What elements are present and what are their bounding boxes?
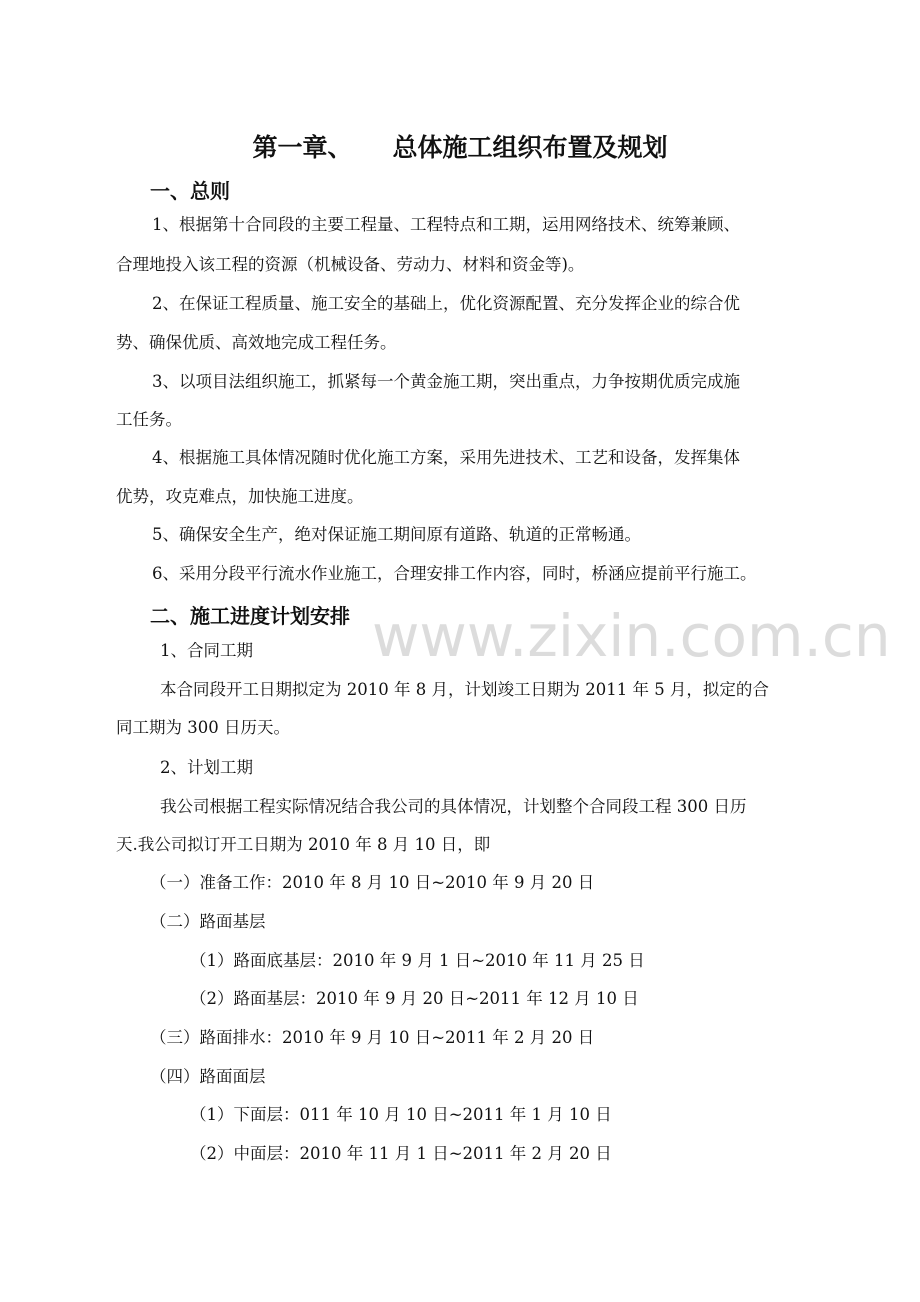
watermark: www.zixin.com.cn xyxy=(372,602,891,670)
paragraph-line: 工任务。 xyxy=(116,410,182,429)
schedule-subitem: （2）路面基层：2010 年 9 月 20 日~2011 年 12 月 10 日 xyxy=(190,989,639,1008)
paragraph-line: 2、在保证工程质量、施工安全的基础上，优化资源配置、充分发挥企业的综合优 xyxy=(152,294,740,313)
paragraph-line: 4、根据施工具体情况随时优化施工方案，采用先进技术、工艺和设备，发挥集体 xyxy=(152,448,740,467)
paragraph-line: 本合同段开工日期拟定为 2010 年 8 月，计划竣工日期为 2011 年 5 月，拟定的合 xyxy=(160,680,769,699)
chapter-title xyxy=(0,128,920,164)
schedule-subitem: （2）中面层：2010 年 11 月 1 日~2011 年 2 月 20 日 xyxy=(190,1144,612,1163)
paragraph-line: 6、采用分段平行流水作业施工，合理安排工作内容，同时，桥涵应提前平行施工。 xyxy=(152,564,757,583)
paragraph-line: 天.我公司拟订开工日期为 2010 年 8 月 10 日，即 xyxy=(116,835,491,854)
paragraph-line: 优势，攻克难点，加快施工进度。 xyxy=(116,487,364,506)
paragraph-line: 势、确保优质、高效地完成工程任务。 xyxy=(116,333,397,352)
paragraph-line: 合理地投入该工程的资源（机械设备、劳动力、材料和资金等)。 xyxy=(116,255,585,274)
paragraph-line: 同工期为 300 日历天。 xyxy=(116,718,290,737)
paragraph-line: 1、根据第十合同段的主要工程量、工程特点和工期，运用网络技术、统筹兼顾、 xyxy=(152,215,740,234)
schedule-item-base: （二）路面基层 xyxy=(150,912,266,931)
paragraph-line: 5、确保安全生产，绝对保证施工期间原有道路、轨道的正常畅通。 xyxy=(152,525,641,544)
schedule-item-prep: （一）准备工作：2010 年 8 月 10 日~2010 年 9 月 20 日 xyxy=(150,873,595,892)
schedule-item-surface: （四）路面面层 xyxy=(150,1067,266,1086)
section-heading-schedule: 二、施工进度计划安排 xyxy=(150,604,350,628)
schedule-item-drain: （三）路面排水：2010 年 9 月 10 日~2011 年 2 月 20 日 xyxy=(150,1028,595,1047)
subsection-label-contract-period: 1、合同工期 xyxy=(160,641,253,660)
subsection-label-planned-period: 2、计划工期 xyxy=(160,758,253,777)
chapter-number: 第一章、 xyxy=(252,133,353,162)
schedule-subitem: （1）路面底基层：2010 年 9 月 1 日~2010 年 11 月 25 日 xyxy=(190,951,645,970)
paragraph-line: 我公司根据工程实际情况结合我公司的具体情况，计划整个合同段工程 300 日历 xyxy=(160,797,747,816)
schedule-subitem: （1）下面层：011 年 10 月 10 日~2011 年 1 月 10 日 xyxy=(190,1105,612,1124)
chapter-name: 总体施工组织布置及规划 xyxy=(392,133,668,162)
paragraph-line: 3、以项目法组织施工，抓紧每一个黄金施工期，突出重点，力争按期优质完成施 xyxy=(152,372,740,391)
section-heading-general: 一、总则 xyxy=(150,179,230,203)
